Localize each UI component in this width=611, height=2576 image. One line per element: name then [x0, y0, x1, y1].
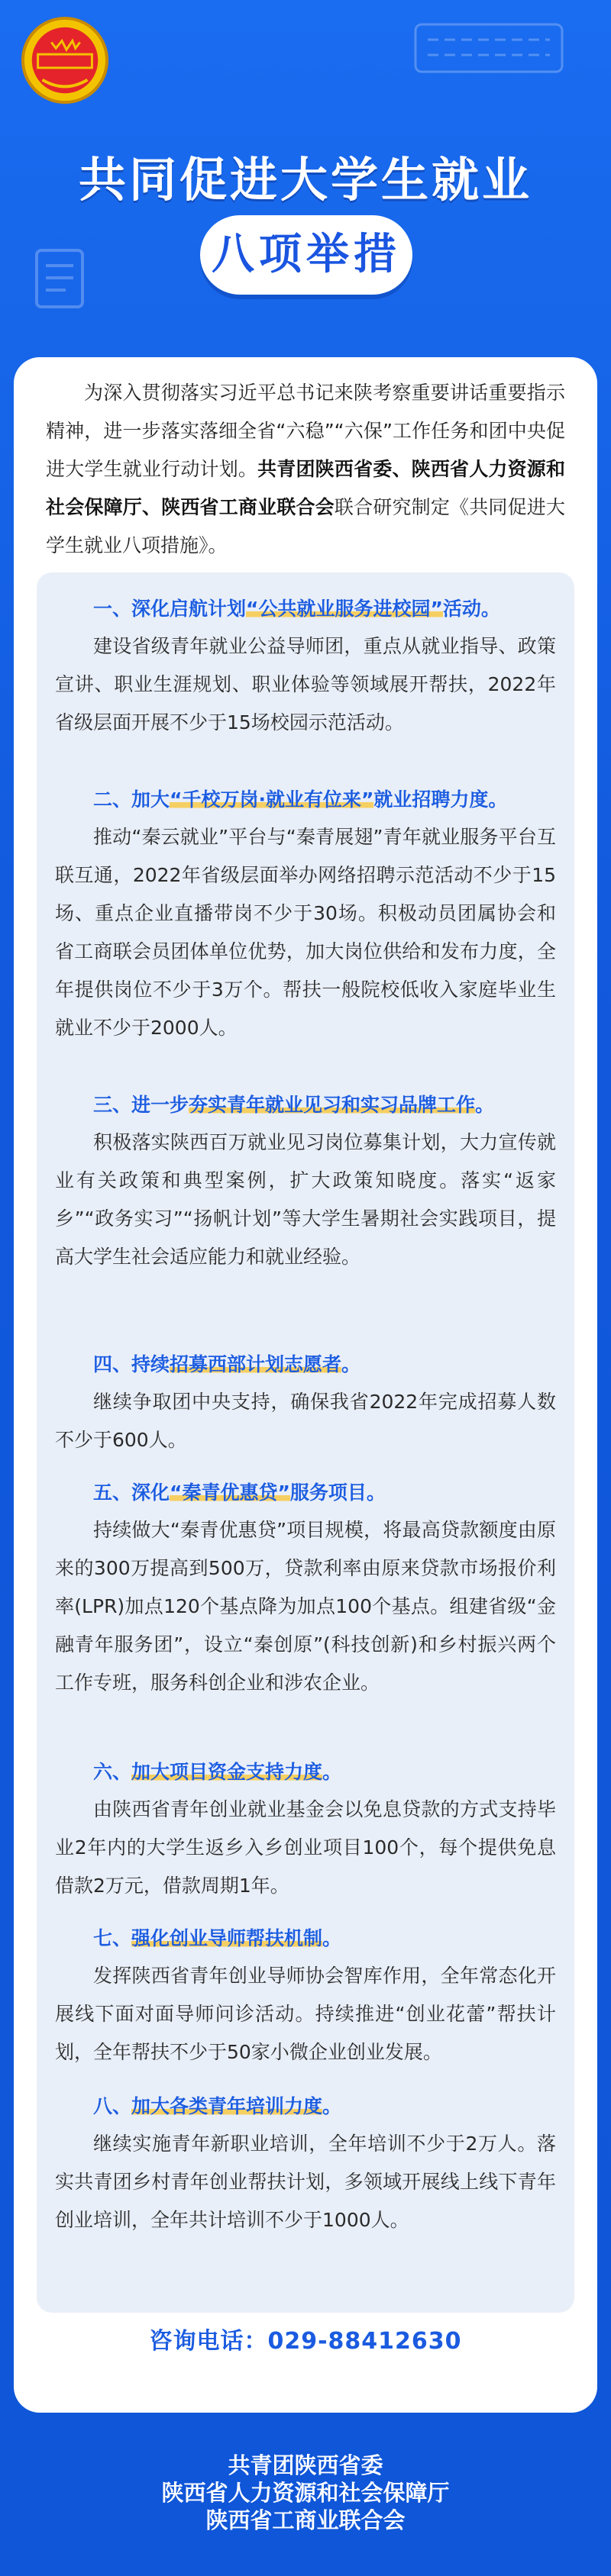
measure-title: 四、持续招募西部计划志愿者。	[93, 1353, 361, 1375]
page-title: 共同促进大学生就业	[78, 152, 532, 208]
page-subtitle-pill: 八项举措	[200, 215, 412, 295]
footer-org: 共青团陕西省委	[228, 2452, 383, 2478]
measure-title: 三、进一步夯实青年就业见习和实习品牌工作。	[93, 1094, 495, 1116]
youth-league-emblem-icon	[20, 15, 110, 105]
measure-section	[55, 1920, 556, 2071]
footer-org: 陕西省工商业联合会	[205, 2507, 406, 2533]
measure-body: 由陕西省青年创业就业基金会以免息贷款的方式支持毕业2年内的大学生返乡入乡创业项目100个，每个提供免息借款2万元，借款周期1年。	[55, 1798, 556, 1897]
measure-section	[55, 1754, 556, 1905]
intro-text-2: 联合研究制定《共同促进大学生就业八项措施》。	[46, 496, 565, 556]
footer-orgs	[0, 2452, 611, 2534]
measure-body: 推动“秦云就业”平台与“秦青展翅”青年就业服务平台互联互通，2022年省级层面举办网络招聘示范活动不少于15场、重点企业直播带岗不少于30场。积极动员团属协会和省工商联会员团体单位优势，加大岗位供给和发布力度，全年提供岗位不少于3万个。帮扶一般院校低收入家庭毕业生就业不少于2000人。	[55, 826, 556, 1039]
measure-title: 八、加大各类青年培训力度。	[93, 2095, 342, 2117]
measure-section	[55, 782, 556, 1047]
measure-title: 二、加大“千校万岗·就业有位来”就业招聘力度。	[93, 788, 508, 811]
intro-text-bold: 共青团陕西省委、陕西省人力资源和社会保障厅、陕西省工商业联合会	[46, 458, 565, 518]
intro-text-1: 为深入贯彻落实习近平总书记来陕考察重要讲话重要指示精神，进一步落实落细全省“六稳”“六保”工作任务和团中央促进大学生就业行动计划。	[46, 382, 565, 480]
measure-body: 积极落实陕西百万就业见习岗位募集计划，大力宣传就业有关政策和典型案例，扩大政策知晓度。落实“返家乡”“政务实习”“扬帆计划”等大学生暑期社会实践项目，提高大学生社会适应能力和就业经验。	[55, 1131, 556, 1268]
measure-title: 六、加大项目资金支持力度。	[93, 1761, 342, 1783]
measure-section	[55, 591, 556, 742]
keyboard-icon	[412, 21, 565, 75]
contact-phone: 咨询电话：029-88412630	[149, 2328, 462, 2355]
measure-section	[55, 1475, 556, 1702]
measure-body: 建设省级青年就业公益导师团，重点从就业指导、政策宣讲、职业生涯规划、职业体验等领域展开帮扶，2022年省级层面开展不少于15场校园示范活动。	[55, 635, 556, 733]
intro-paragraph	[46, 374, 565, 565]
footer-org: 陕西省人力资源和社会保障厅	[161, 2480, 450, 2506]
document-icon	[31, 244, 99, 313]
measure-section	[55, 1346, 556, 1459]
measure-body: 继续实施青年新职业培训，全年培训不少于2万人。落实共青团乡村青年创业帮扶计划，多领域开展线上线下青年创业培训，全年共计培训不少于1000人。	[55, 2133, 556, 2231]
measure-title: 一、深化启航计划“公共就业服务进校园”活动。	[93, 598, 500, 620]
measure-section	[55, 1087, 556, 1276]
measure-body: 持续做大“秦青优惠贷”项目规模，将最高贷款额度由原来的300万提高到500万，贷款利率由原来贷款市场报价利率(LPR)加点120个基点降为加点100个基点。组建省级“金融青年服务团”，设立“秦创原”(科技创新)和乡村振兴两个工作专班，服务科创企业和涉农企业。	[55, 1519, 556, 1694]
measure-title: 五、深化“秦青优惠贷”服务项目。	[93, 1481, 386, 1504]
measure-title: 七、强化创业导师帮扶机制。	[93, 1927, 342, 1949]
measure-body: 发挥陕西省青年创业导师协会智库作用，全年常态化开展线下面对面导师问诊活动。持续推进“创业花蕾”帮扶计划，全年帮扶不少于50家小微企业创业发展。	[55, 1965, 556, 2063]
measure-body: 继续争取团中央支持，确保我省2022年完成招募人数不少于600人。	[55, 1391, 556, 1451]
measure-section	[55, 2088, 556, 2239]
